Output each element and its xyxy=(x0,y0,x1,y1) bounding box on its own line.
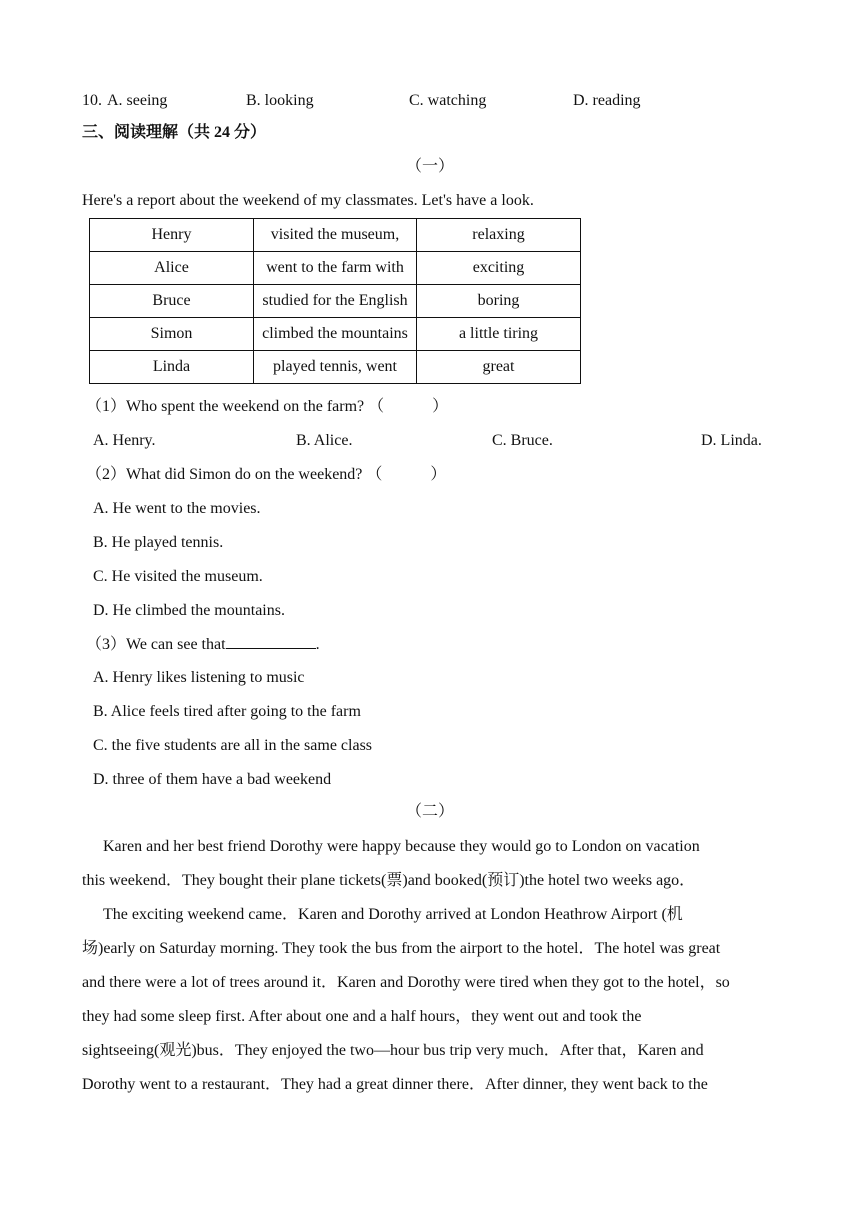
question-2-stem: （2）What did Simon do on the weekend? （ ） xyxy=(86,466,447,483)
table-cell-name: Alice xyxy=(90,252,254,285)
q1-option-a: A. Henry. xyxy=(93,432,156,449)
table-cell-activity: played tennis, went xyxy=(254,351,417,384)
question-1-options xyxy=(93,431,783,451)
passage1-heading: （一） xyxy=(405,158,454,175)
q2-option-d: D. He climbed the mountains. xyxy=(93,602,285,619)
q2-option-b: B. He played tennis. xyxy=(93,534,224,551)
passage2-line: Dorothy went to a restaurant．They had a great dinner there．After dinner, they went back to the xyxy=(82,1076,708,1093)
question-1-stem: （1）Who spent the weekend on the farm? （ ） xyxy=(86,398,449,415)
table-cell-name: Simon xyxy=(90,318,254,351)
table-cell-feeling: boring xyxy=(417,285,581,318)
q3-option-d: D. three of them have a bad weekend xyxy=(93,771,332,788)
section-title: 三、阅读理解（共 24 分） xyxy=(82,124,267,141)
table-cell-feeling: a little tiring xyxy=(417,318,581,351)
passage2-line: they had some sleep first. After about one and a half hours，they went out and took the xyxy=(82,1008,642,1025)
table-row xyxy=(90,285,581,318)
passage2-line: 场)early on Saturday morning. They took the bus from the airport to the hotel．The hotel was great xyxy=(82,940,721,957)
q3-option-c: C. the five students are all in the same class xyxy=(93,737,373,754)
passage2-line: Karen and her best friend Dorothy were happy because they would go to London on vacation xyxy=(103,838,700,855)
q10-option-d: D. reading xyxy=(573,92,641,109)
table-cell-activity: went to the farm with xyxy=(254,252,417,285)
q1-option-c: C. Bruce. xyxy=(492,432,553,449)
q1-option-b: B. Alice. xyxy=(296,432,353,449)
q3-stem-prefix: （3）We can see that xyxy=(86,636,226,653)
passage2-heading: （二） xyxy=(405,803,454,820)
table-cell-name: Bruce xyxy=(90,285,254,318)
table-cell-activity: climbed the mountains xyxy=(254,318,417,351)
table-row xyxy=(90,252,581,285)
table-cell-feeling: great xyxy=(417,351,581,384)
q2-option-c: C. He visited the museum. xyxy=(93,568,263,585)
q3-option-a: A. Henry likes listening to music xyxy=(93,669,305,686)
q10-option-a: A. seeing xyxy=(107,92,168,109)
q1-option-d: D. Linda. xyxy=(701,432,762,449)
passage2-line: The exciting weekend came．Karen and Dorothy arrived at London Heathrow Airport (机 xyxy=(103,906,683,923)
passage2-line: this weekend．They bought their plane tickets(票)and booked(预订)the hotel two weeks ago． xyxy=(82,872,696,889)
q3-stem-suffix: . xyxy=(315,636,320,653)
passage2-line: sightseeing(观光)bus．They enjoyed the two—hour bus trip very much．After that，Karen and xyxy=(82,1042,704,1059)
q2-option-a: A. He went to the movies. xyxy=(93,500,261,517)
q10-number: 10. xyxy=(82,92,102,109)
passage1-intro: Here's a report about the weekend of my classmates. Let's have a look. xyxy=(82,192,534,209)
q3-option-b: B. Alice feels tired after going to the farm xyxy=(93,703,361,720)
table-cell-activity: visited the museum, xyxy=(254,219,417,252)
table-cell-feeling: exciting xyxy=(417,252,581,285)
table-row xyxy=(90,318,581,351)
table-cell-feeling: relaxing xyxy=(417,219,581,252)
table-cell-name: Henry xyxy=(90,219,254,252)
table-row xyxy=(90,219,581,252)
q10-option-c: C. watching xyxy=(409,92,487,109)
question-3-stem xyxy=(86,634,320,655)
table-cell-name: Linda xyxy=(90,351,254,384)
answer-blank xyxy=(226,634,316,649)
table-cell-activity: studied for the English xyxy=(254,285,417,318)
question-10 xyxy=(82,91,782,111)
passage2-line: and there were a lot of trees around it．Karen and Dorothy were tired when they got to the hotel，so xyxy=(82,974,730,991)
weekend-report-table xyxy=(89,218,581,384)
table-row xyxy=(90,351,581,384)
q10-option-b: B. looking xyxy=(246,92,314,109)
passage2-text xyxy=(82,830,782,1102)
